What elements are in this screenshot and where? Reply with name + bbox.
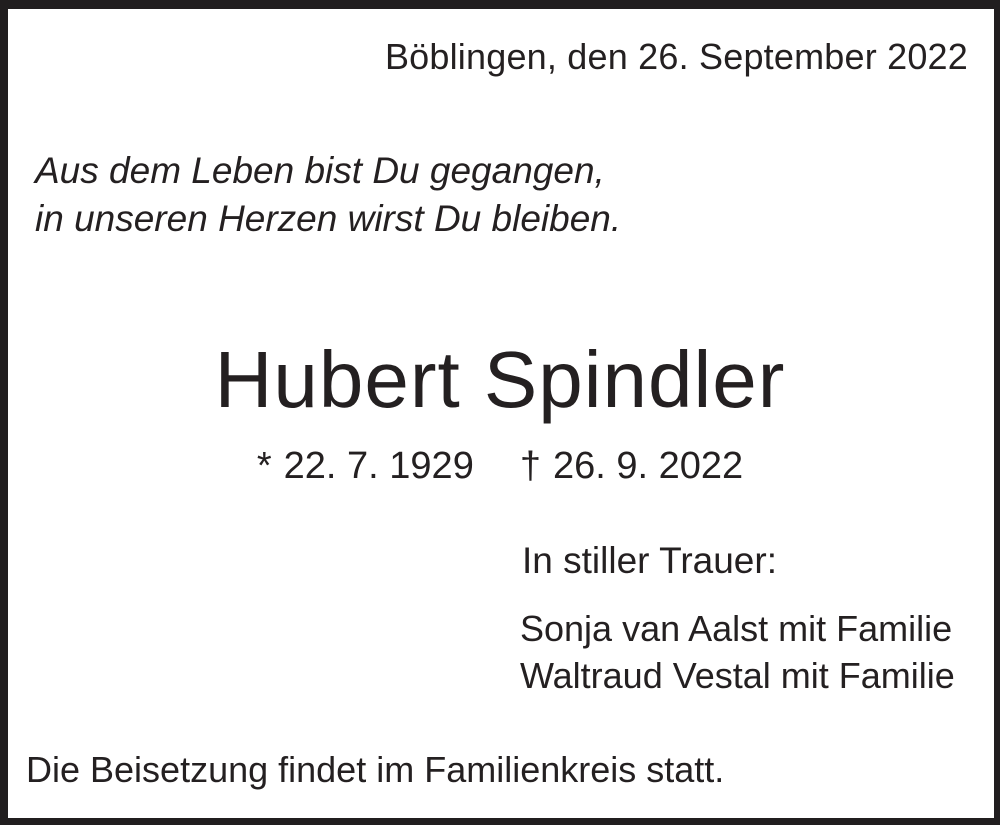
death-dagger-icon: †	[519, 445, 541, 487]
death-date-group	[520, 446, 743, 488]
birth-date: 22. 7. 1929	[283, 445, 474, 487]
death-date: 26. 9. 2022	[552, 445, 744, 487]
mourner-line: Sonja van Aalst mit Familie	[520, 608, 953, 649]
deceased-name: Hubert Spindler	[214, 335, 786, 424]
place-date-line: Böblingen, den 26. September 2022	[384, 36, 968, 77]
mourners-list	[520, 605, 955, 699]
birth-star-icon: *	[256, 445, 272, 487]
birth-date-group	[257, 446, 474, 488]
mourning-label: In stiller Trauer:	[522, 540, 777, 581]
epigraph-line-1: Aus dem Leben bist Du gegangen,	[35, 150, 605, 191]
epigraph-verse	[35, 147, 621, 243]
life-dates-line	[0, 446, 1000, 488]
epigraph-line-2: in unseren Herzen wirst Du bleiben.	[35, 198, 622, 239]
burial-info-line: Die Beisetzung findet im Familienkreis statt.	[26, 749, 725, 790]
mourner-line: Waltraud Vestal mit Familie	[520, 655, 955, 696]
